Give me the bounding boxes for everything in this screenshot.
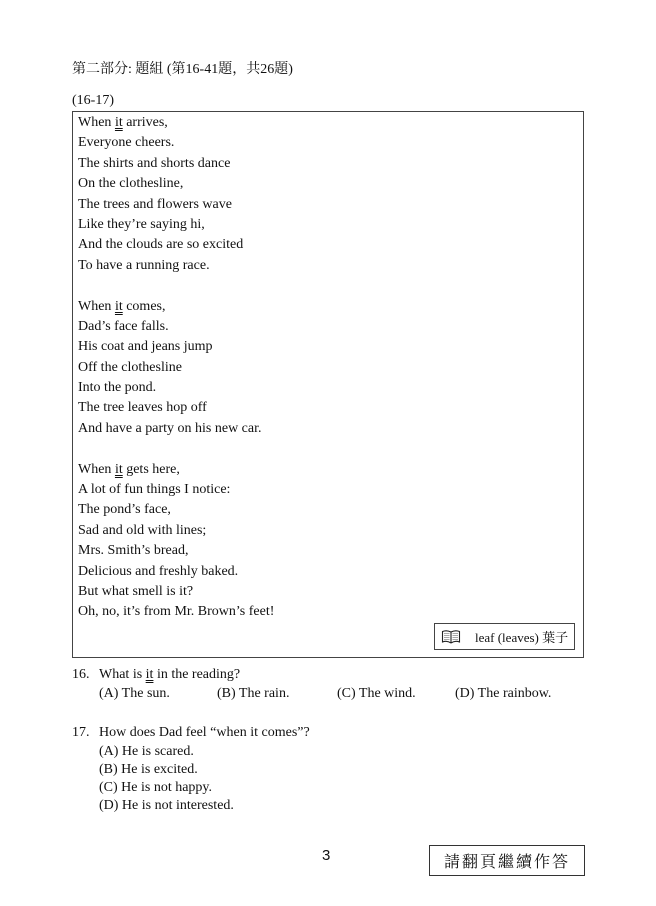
poem-line: Into the pond. <box>78 380 157 396</box>
poem-line: Dad’s face falls. <box>78 318 169 334</box>
poem-line: Oh, no, it’s from Mr. Brown’s feet! <box>78 604 275 620</box>
poem-line: Delicious and freshly baked. <box>78 563 239 579</box>
poem-line-pre: When <box>78 115 115 130</box>
poem-line <box>78 460 274 480</box>
poem-line-post: comes, <box>122 298 166 314</box>
question-16-stem <box>99 667 240 683</box>
poem-line <box>78 297 274 317</box>
turn-page-text: 請翻頁繼續作答 <box>443 854 570 871</box>
poem-line-post: gets here, <box>122 461 180 477</box>
poem <box>78 113 274 623</box>
poem-line: On the clothesline, <box>78 176 184 192</box>
stanza-gap <box>78 276 274 296</box>
question-17-stem: How does Dad feel “when it comes”? <box>99 725 310 740</box>
question-17-number: 17. <box>72 725 90 740</box>
poem-line: A lot of fun things I notice: <box>78 482 231 498</box>
poem-line: The pond’s face, <box>78 502 171 518</box>
poem-line: Off the clothesline <box>78 359 182 375</box>
question-16-option-d: (D) The rainbow. <box>455 686 552 701</box>
question-16-option-c: (C) The wind. <box>337 686 416 701</box>
question-17-option-b: (B) He is excited. <box>99 762 198 777</box>
question-16-stem-it: it <box>145 667 154 682</box>
poem-line-post: arrives, <box>122 115 168 130</box>
question-16-option-a: (A) The sun. <box>99 686 170 701</box>
poem-underlined-it: it <box>114 298 123 314</box>
poem-line-pre: When <box>78 298 115 314</box>
poem-line: Sad and old with lines; <box>78 522 207 538</box>
vocabulary-note <box>434 623 575 650</box>
question-17-option-c: (C) He is not happy. <box>99 780 213 795</box>
question-16-stem-pre: What is <box>99 667 146 682</box>
poem-line: The shirts and shorts dance <box>78 155 231 171</box>
poem-line: To have a running race. <box>78 257 210 273</box>
question-range-label: (16-17) <box>72 93 114 108</box>
poem-underlined-it: it <box>114 461 123 477</box>
question-16-stem-post: in the reading? <box>153 667 241 682</box>
poem-line: His coat and jeans jump <box>78 339 213 355</box>
poem-line: The trees and flowers wave <box>78 196 232 212</box>
poem-line: And the clouds are so excited <box>78 237 244 253</box>
page-number: 3 <box>322 847 331 864</box>
question-17-option-a: (A) He is scared. <box>99 744 194 759</box>
question-17-option-d: (D) He is not interested. <box>99 798 234 813</box>
poem-line: But what smell is it? <box>78 583 194 599</box>
poem-line: Like they’re saying hi, <box>78 216 205 232</box>
section-title: 第二部分: 題組 (第16-41題，共26題) <box>72 62 293 77</box>
poem-line: And have a party on his new car. <box>78 420 262 436</box>
stanza-gap <box>78 439 274 459</box>
book-icon <box>441 629 461 644</box>
poem-line: The tree leaves hop off <box>78 400 207 416</box>
poem-line: Mrs. Smith’s bread, <box>78 543 189 559</box>
poem-line-pre: When <box>78 461 115 477</box>
question-16-option-b: (B) The rain. <box>217 686 290 701</box>
question-16-number: 16. <box>72 667 90 682</box>
poem-line: Everyone cheers. <box>78 135 175 151</box>
poem-underlined-it: it <box>114 115 123 130</box>
poem-line <box>78 113 274 133</box>
vocabulary-text: leaf (leaves) 葉子 <box>475 630 569 645</box>
turn-page-note <box>429 845 585 876</box>
